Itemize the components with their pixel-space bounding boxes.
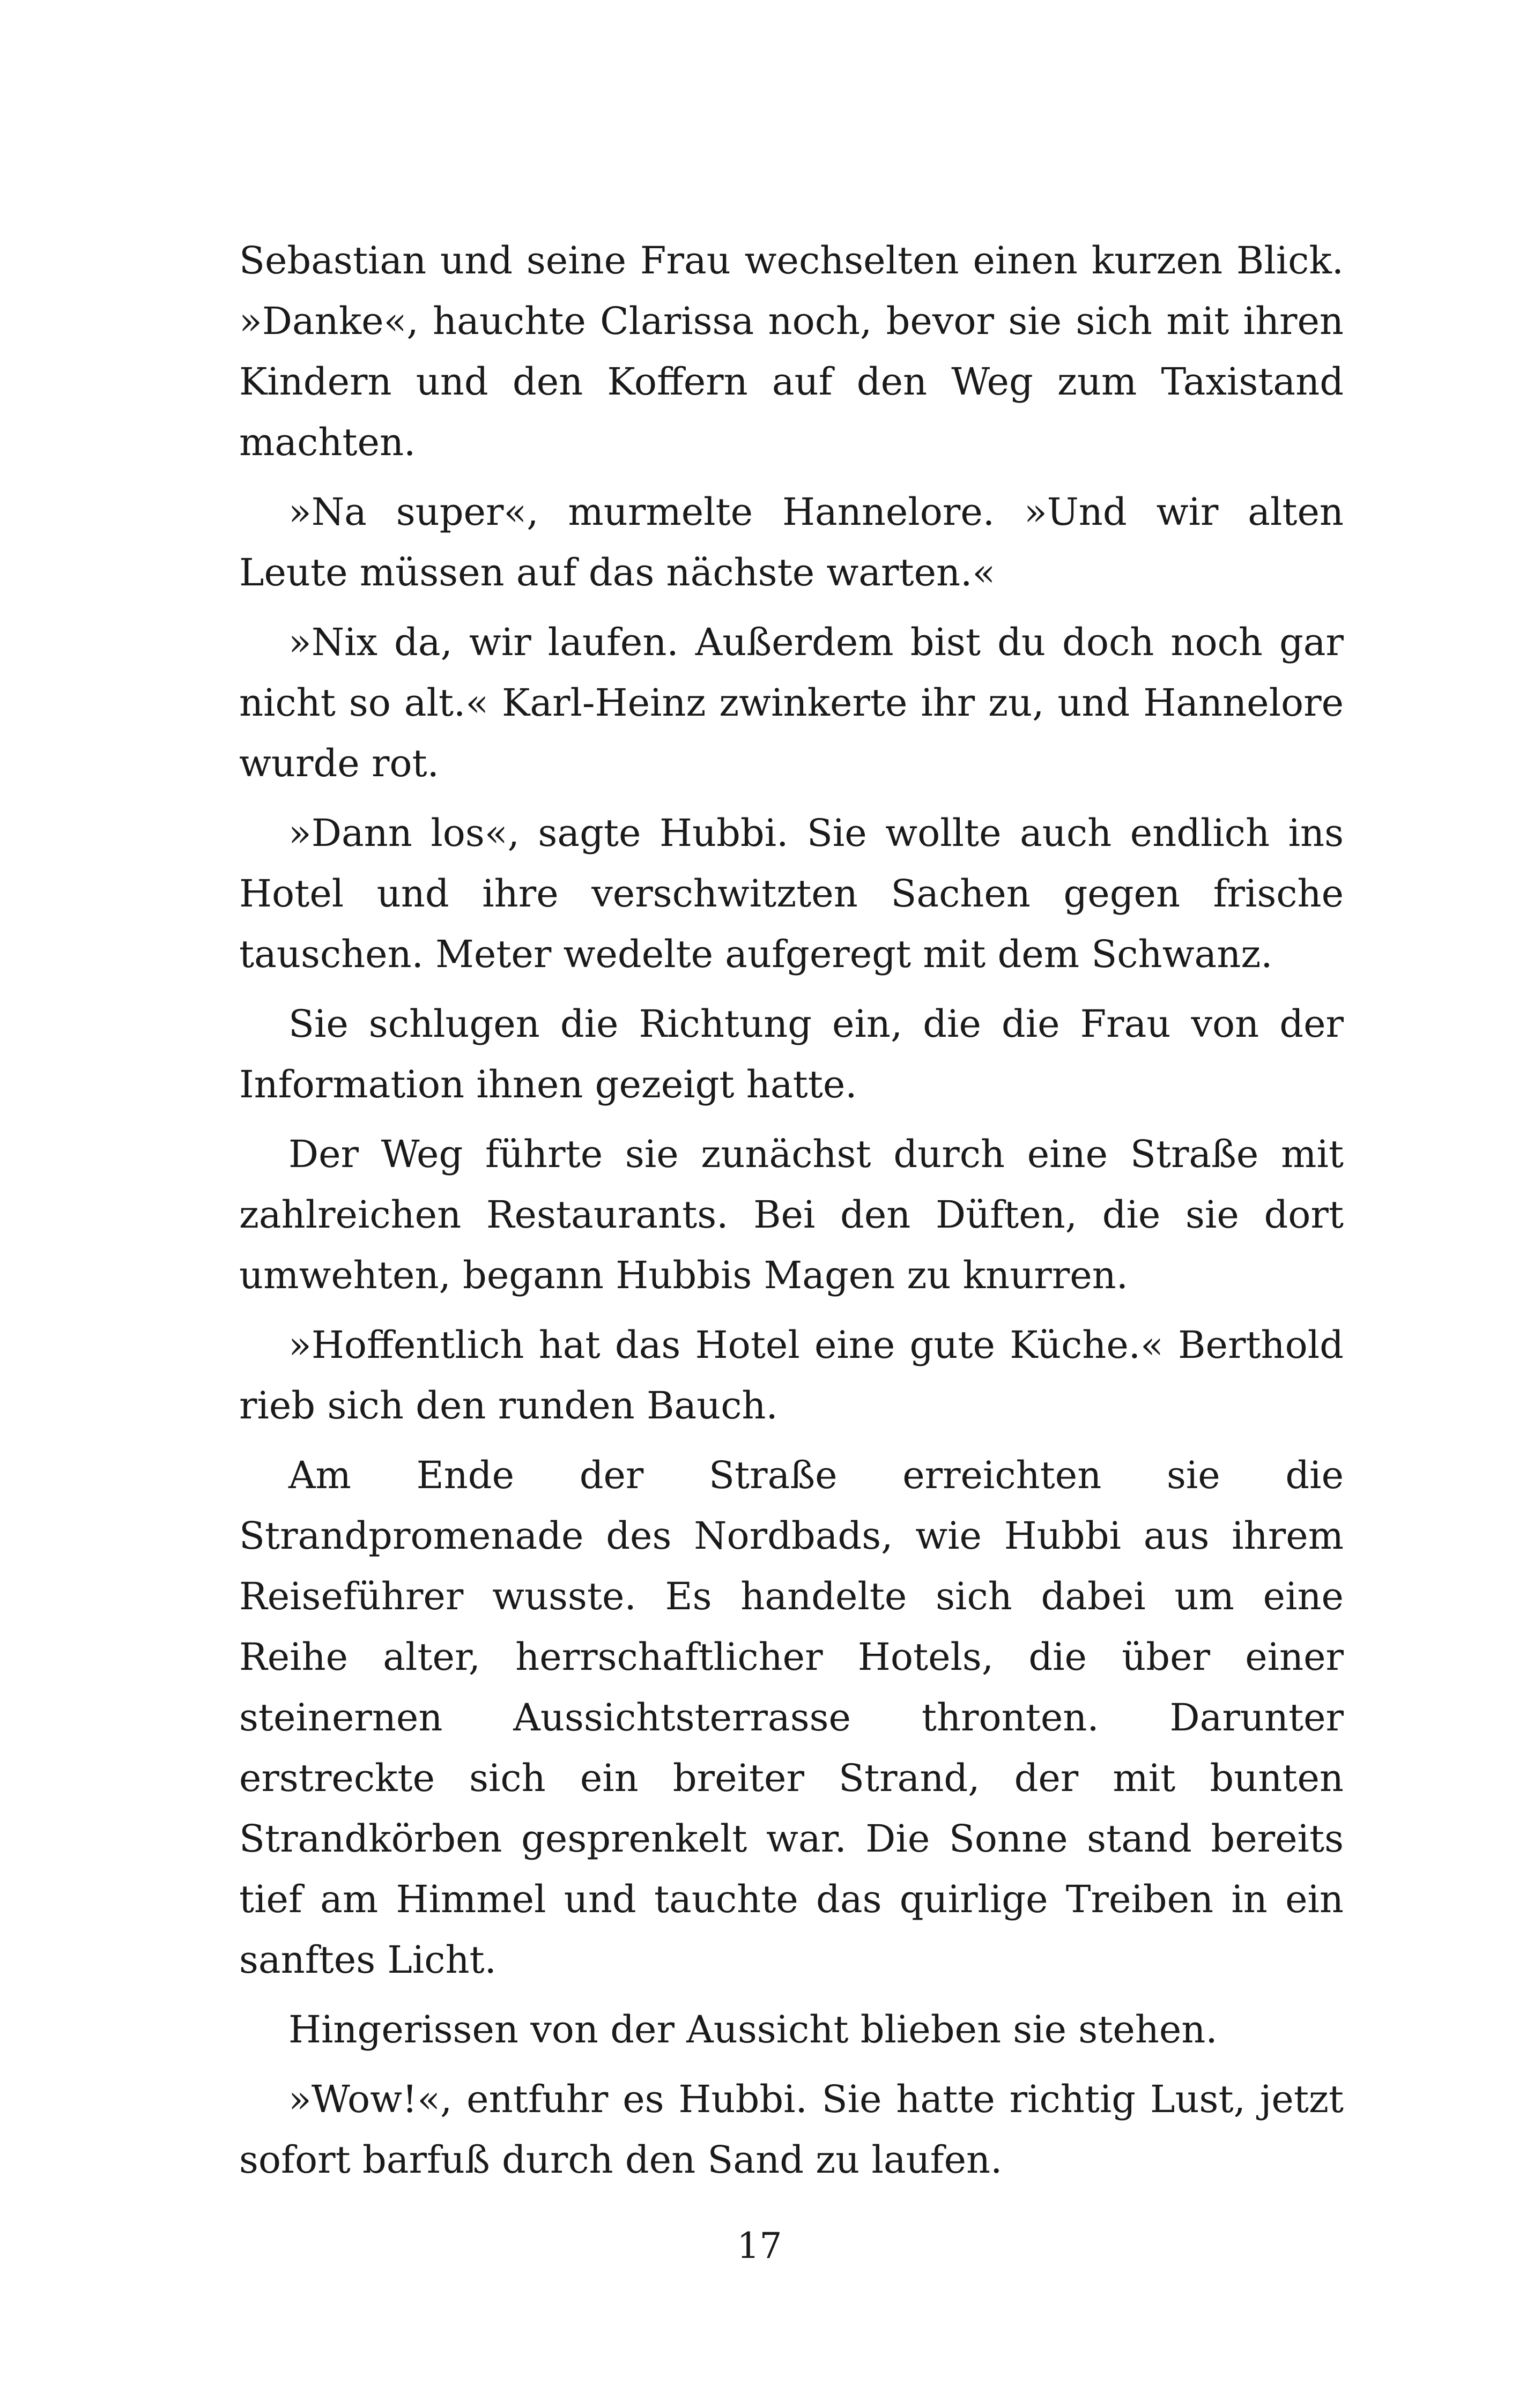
body-text — [239, 231, 1344, 2199]
paragraph: »Na super«, murmelte Hannelore. »Und wir alten Leute müssen auf das nächste warten.« — [239, 490, 1344, 594]
paragraph: Hingerissen von der Aussicht blieben sie stehen. — [288, 2008, 1218, 2052]
paragraph: Der Weg führte sie zunächst durch eine Straße mit zahlreichen Restaurants. Bei den Düften, die sie dort umwehten, begann Hubbis Magen zu knurren. — [239, 1132, 1344, 1297]
paragraph: »Dann los«, sagte Hubbi. Sie wollte auch endlich ins Hotel und ihre verschwitzten Sachen gegen frische tauschen. Meter wedelte aufgeregt mit dem Schwanz. — [239, 811, 1344, 976]
paragraph: »Hoffentlich hat das Hotel eine gute Küche.« Berthold rieb sich den runden Bauch. — [239, 1323, 1344, 1428]
paragraph: Am Ende der Straße erreichten sie die Strandpromenade des Nordbads, wie Hubbi aus ihrem Reiseführer wusste. Es handelte sich dabei um eine Reihe alter, herrschaftlicher Hotels, die über einer steinernen Aussichtsterrasse thronten. Darunter erstreckte sich ein breiter Strand, der mit bunten Strandkörben gesprenkelt war. Die Sonne stand bereits tief am Himmel und tauchte das quirlige Treiben in ein sanftes Licht. — [239, 1453, 1344, 1982]
paragraph: Sebastian und seine Frau wechselten einen kurzen Blick. »Danke«, hauchte Clarissa noch, bevor sie sich mit ihren Kindern und den Koffern auf den Weg zum Taxistand machten. — [239, 239, 1344, 464]
paragraph: Sie schlugen die Richtung ein, die die Frau von der Information ihnen gezeigt hatte. — [239, 1002, 1344, 1106]
page-number: 17 — [737, 2225, 782, 2266]
paragraph: »Wow!«, entfuhr es Hubbi. Sie hatte richtig Lust, jetzt sofort barfuß durch den Sand zu laufen. — [239, 2077, 1344, 2182]
paragraph: »Nix da, wir laufen. Außerdem bist du doch noch gar nicht so alt.« Karl-Heinz zwinkerte ihr zu, und Hannelore wurde rot. — [239, 620, 1344, 785]
